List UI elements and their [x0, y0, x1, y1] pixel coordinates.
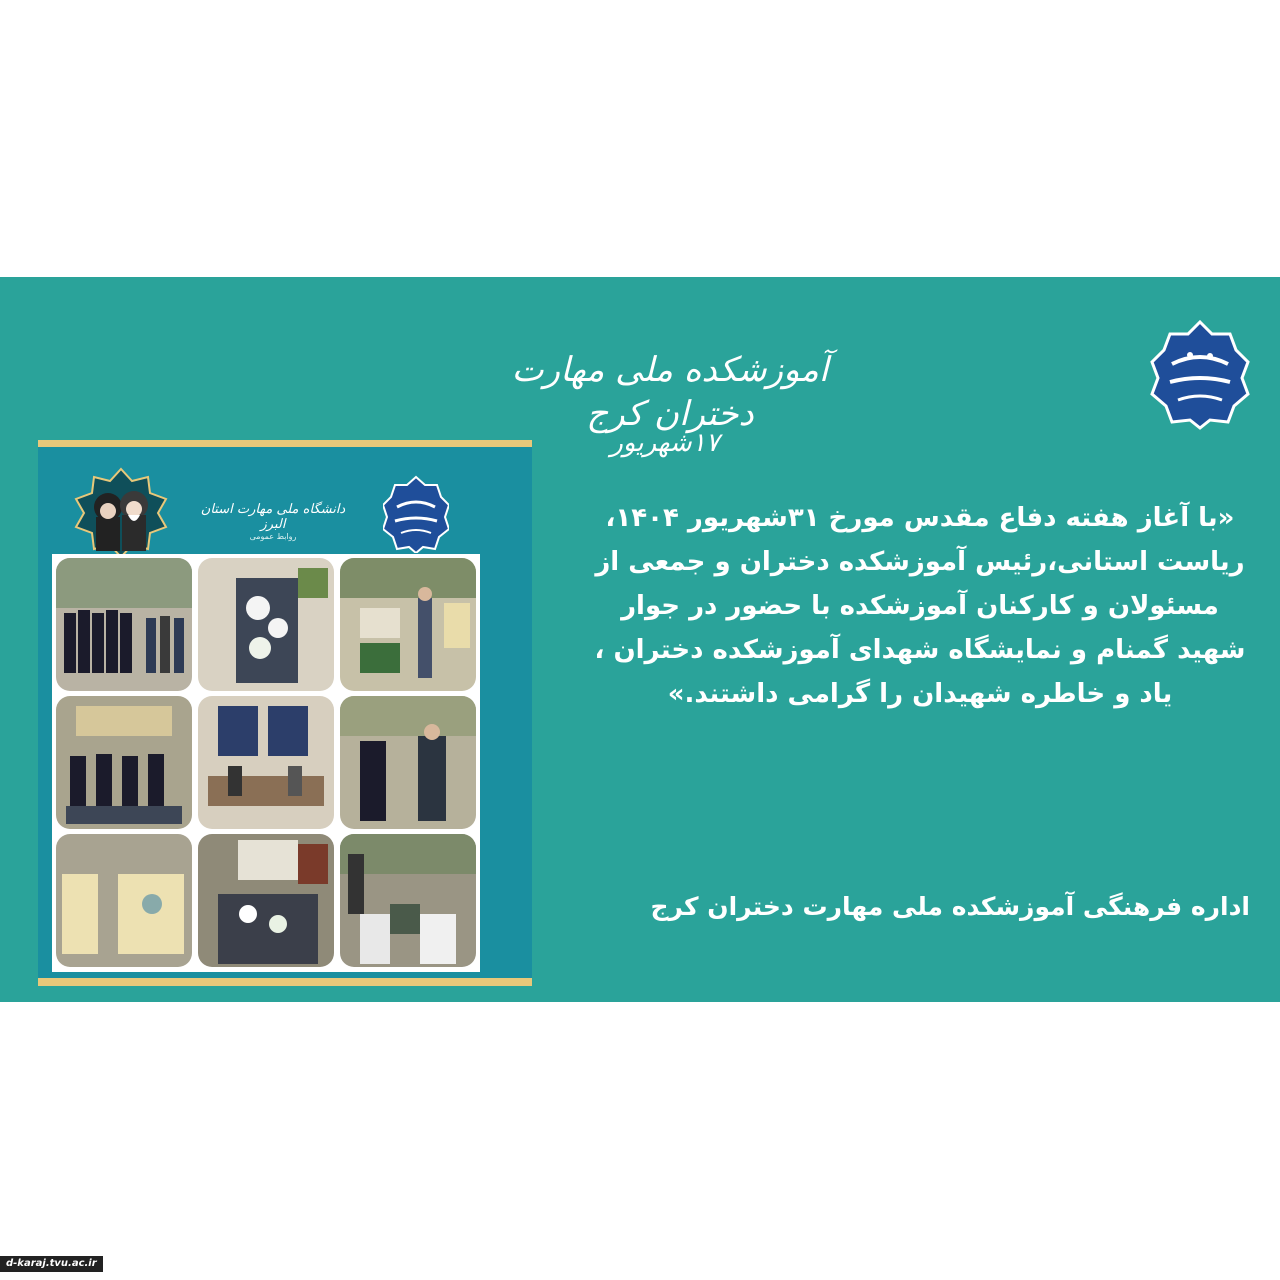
photo-meeting	[198, 696, 334, 829]
photo-tomb-flowers	[198, 834, 334, 967]
photo-tomb	[198, 558, 334, 691]
photo-group	[56, 558, 192, 691]
photo-gathering	[340, 834, 476, 967]
page-title: آموزشکده ملی مهارت دختران کرج	[511, 350, 829, 434]
photo-grid	[52, 554, 480, 972]
poster-header-text: دانشگاه ملی مهارت استان البرز	[200, 502, 346, 532]
photo-exhibition	[340, 558, 476, 691]
site-watermark: d-karaj.tvu.ac.ir	[0, 1256, 103, 1272]
poster-image	[38, 440, 532, 986]
gold-border-bottom	[38, 978, 532, 986]
poster-header-subtext: روابط عمومی	[249, 532, 297, 541]
leaders-portrait-icon	[66, 465, 176, 561]
photo-officials	[340, 696, 476, 829]
poster-logo-icon	[383, 475, 449, 553]
photo-posters	[56, 834, 192, 967]
event-date: ۱۷شهریور	[610, 428, 720, 458]
gold-border-top	[38, 440, 532, 447]
poster-header	[38, 447, 532, 551]
photo-visitors	[56, 696, 192, 829]
announcement-text: «با آغاز هفته دفاع مقدس مورخ ۳۱شهریور ۱۴۰۴، ریاست استانی،رئیس آموزشکده دختران و جمعی از مسئولان و کارکنان آموزشکده با حضور در جوار شهید گمنام و نمایشگاه شهدای آموزشکده دختران ، یاد و خاطره شهیدان را گرامی داشتند.»	[594, 503, 1246, 709]
announcement-signature: اداره فرهنگی آموزشکده ملی مهارت دختران کرج	[650, 892, 1250, 921]
university-logo	[1150, 320, 1250, 430]
